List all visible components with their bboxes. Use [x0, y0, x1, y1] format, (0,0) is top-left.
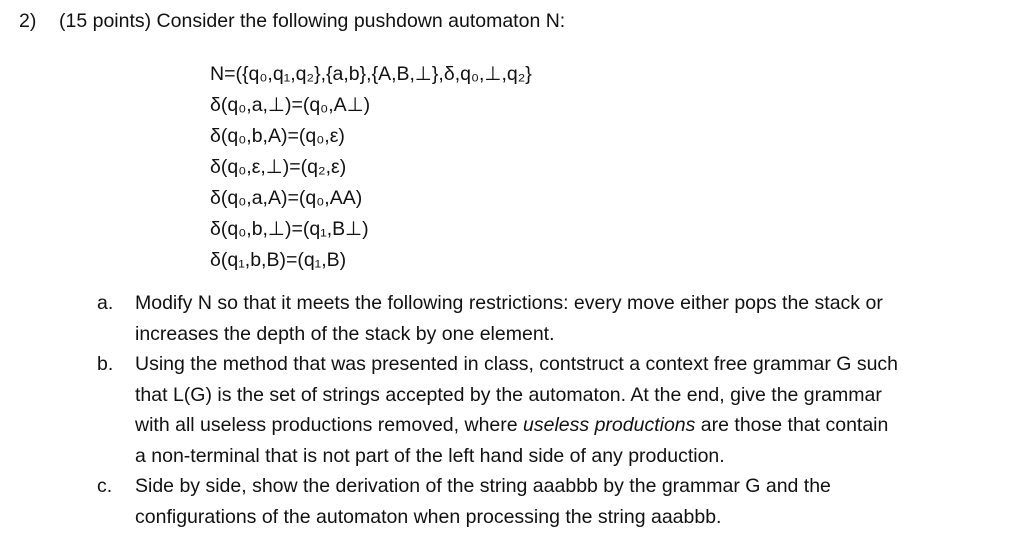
transition-4: δ(q₀,a,A)=(q₀,AA) [210, 187, 363, 209]
part-c [97, 471, 997, 532]
part-b-line3-pre: with all useless productions removed, where [135, 414, 524, 436]
part-a-line: Modify N so that it meets the following restrictions: every move either pops the stack or [135, 292, 883, 314]
question-number: 2) [19, 10, 37, 32]
transition-6: δ(q₁,b,B)=(q₁,B) [210, 249, 347, 271]
part-a-letter: a. [97, 292, 114, 314]
automaton-tuple: N=({q₀,q₁,q₂},{a,b},{A,B,⊥},δ,q₀,⊥,q₂} [210, 63, 532, 85]
part-b-line3-post: are those that contain [695, 414, 889, 436]
question-text: (15 points) Consider the following pushdown automaton N: [59, 10, 566, 32]
part-b-line [135, 410, 997, 441]
question-parts [97, 288, 997, 532]
part-c-line: Side by side, show the derivation of the string aaabbb by the grammar G and the [135, 475, 831, 497]
transition-3: δ(q₀,ε,⊥)=(q₂,ε) [210, 156, 347, 178]
part-c-line: configurations of the automaton when processing the string aaabbb. [135, 505, 722, 528]
part-b-letter: b. [97, 353, 114, 375]
transition-1: δ(q₀,a,⊥)=(q₀,A⊥) [210, 94, 371, 116]
automaton-definition [210, 59, 532, 276]
part-b-text [135, 349, 997, 471]
part-a-line: increases the depth of the stack by one element. [135, 322, 555, 345]
part-b-line: a non-terminal that is not part of the left hand side of any production. [135, 444, 725, 467]
part-b-line: Using the method that was presented in class, contstruct a context free grammar G such [135, 353, 899, 375]
part-a [97, 288, 997, 349]
question-heading [19, 10, 565, 33]
part-a-text [135, 288, 997, 349]
part-c-letter: c. [97, 475, 113, 497]
part-b [97, 349, 997, 471]
part-c-text [135, 471, 997, 532]
useless-productions-term: useless productions [523, 414, 696, 436]
transition-5: δ(q₀,b,⊥)=(q₁,B⊥) [210, 218, 369, 240]
transition-2: δ(q₀,b,A)=(q₀,ε) [210, 125, 345, 147]
part-b-line: that L(G) is the set of strings accepted by the automaton. At the end, give the grammar [135, 383, 882, 406]
